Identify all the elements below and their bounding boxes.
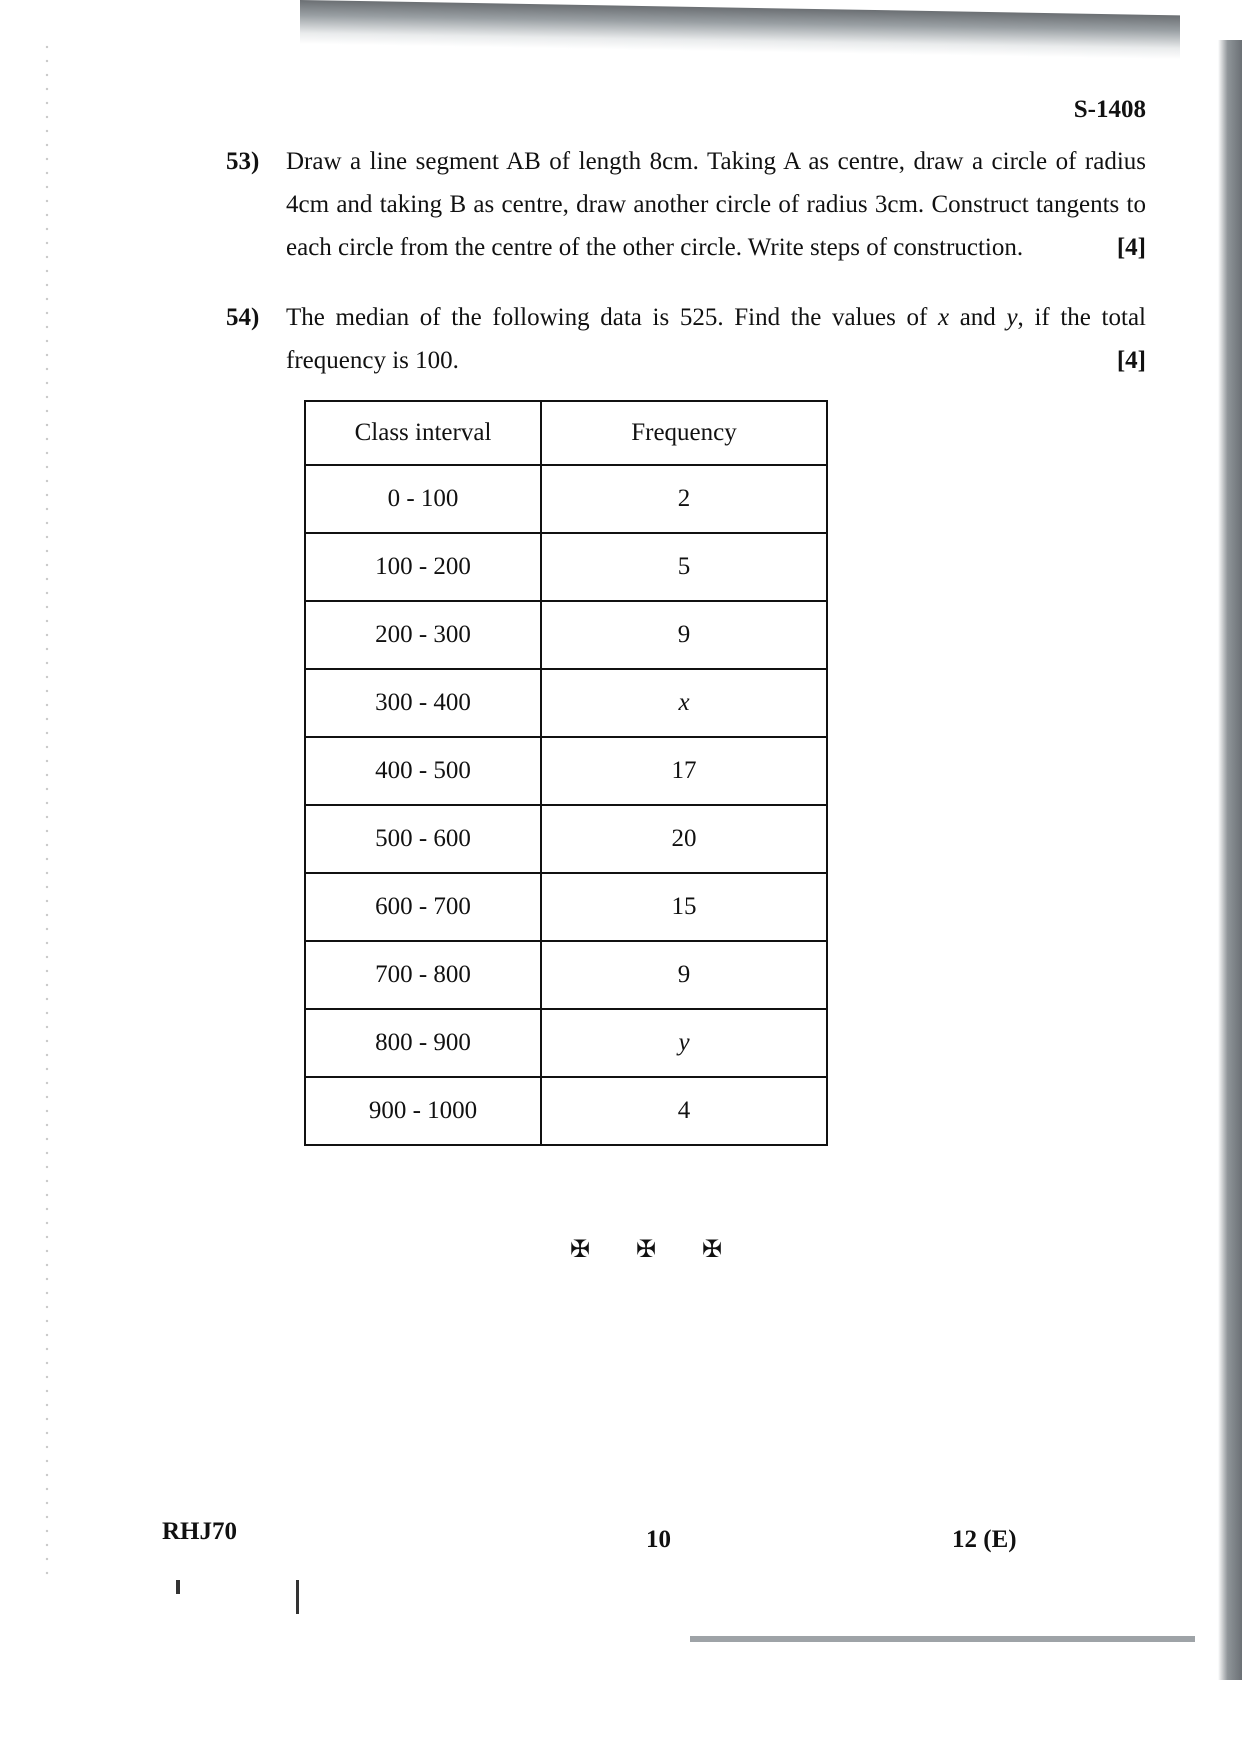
table-row (305, 1077, 827, 1145)
scan-shadow-right (1218, 40, 1242, 1680)
scan-mark (176, 1580, 180, 1594)
question-54 (226, 296, 1146, 382)
question-number: 53) (226, 148, 260, 175)
class-interval-cell: 900 - 1000 (305, 1077, 541, 1145)
frequency-cell: 17 (541, 737, 827, 805)
frequency-cell: 4 (541, 1077, 827, 1145)
table-row (305, 601, 827, 669)
frequency-cell: 9 (541, 941, 827, 1009)
table-row (305, 941, 827, 1009)
frequency-cell: 15 (541, 873, 827, 941)
question-body-part: and (949, 304, 1007, 331)
frequency-table (304, 400, 828, 1146)
table-row (305, 873, 827, 941)
table-row (305, 1009, 827, 1077)
page-number: 10 (646, 1526, 671, 1553)
class-interval-cell: 500 - 600 (305, 805, 541, 873)
class-interval-cell: 0 - 100 (305, 465, 541, 533)
table-row (305, 465, 827, 533)
variable-x: x (937, 304, 950, 331)
class-interval-cell: 800 - 900 (305, 1009, 541, 1077)
paper-code: S-1408 (1073, 96, 1146, 123)
table-row (305, 805, 827, 873)
footer-page-ref: 12 (E) (952, 1526, 1017, 1553)
question-body-part: , if the total frequency is 100. (286, 304, 1146, 374)
question-marks: [4] (1116, 234, 1146, 261)
variable-y: y (1006, 304, 1018, 331)
header-frequency: Frequency (541, 401, 827, 465)
question-number: 54) (226, 304, 260, 331)
scan-edge-bottom (690, 1636, 1195, 1642)
class-interval-cell: 600 - 700 (305, 873, 541, 941)
table-row (305, 533, 827, 601)
class-interval-cell: 200 - 300 (305, 601, 541, 669)
class-interval-cell: 300 - 400 (305, 669, 541, 737)
frequency-cell: 2 (541, 465, 827, 533)
scan-mark (296, 1580, 299, 1614)
binding-holes (44, 40, 50, 1580)
question-53 (226, 140, 1146, 269)
frequency-cell: 5 (541, 533, 827, 601)
class-interval-cell: 400 - 500 (305, 737, 541, 805)
cross-ornament-icon: ✠ (570, 1237, 591, 1263)
end-ornaments (570, 1238, 726, 1262)
header-class-interval: Class interval (305, 401, 541, 465)
cross-ornament-icon: ✠ (636, 1237, 657, 1263)
table-row (305, 737, 827, 805)
question-text (286, 140, 1146, 269)
question-body: Draw a line segment AB of length 8cm. Taking A as centre, draw a circle of radius 4cm and taking B as centre, draw another circle of radius 3cm. Construct tangents to each circle from the centre of the other circle. Write steps of construction. (286, 148, 1146, 261)
frequency-cell: 9 (541, 601, 827, 669)
class-interval-cell: 700 - 800 (305, 941, 541, 1009)
class-interval-cell: 100 - 200 (305, 533, 541, 601)
question-text (286, 296, 1146, 382)
frequency-cell: y (541, 1009, 827, 1077)
table-header-row (305, 401, 827, 465)
question-marks: [4] (1116, 347, 1146, 374)
footer-code: RHJ70 (162, 1518, 237, 1545)
scan-shadow-top (300, 0, 1180, 59)
frequency-cell: x (541, 669, 827, 737)
table-row (305, 669, 827, 737)
frequency-cell: 20 (541, 805, 827, 873)
question-body-part: The median of the following data is 525. Find the values of (286, 304, 938, 331)
cross-ornament-icon: ✠ (702, 1237, 723, 1263)
